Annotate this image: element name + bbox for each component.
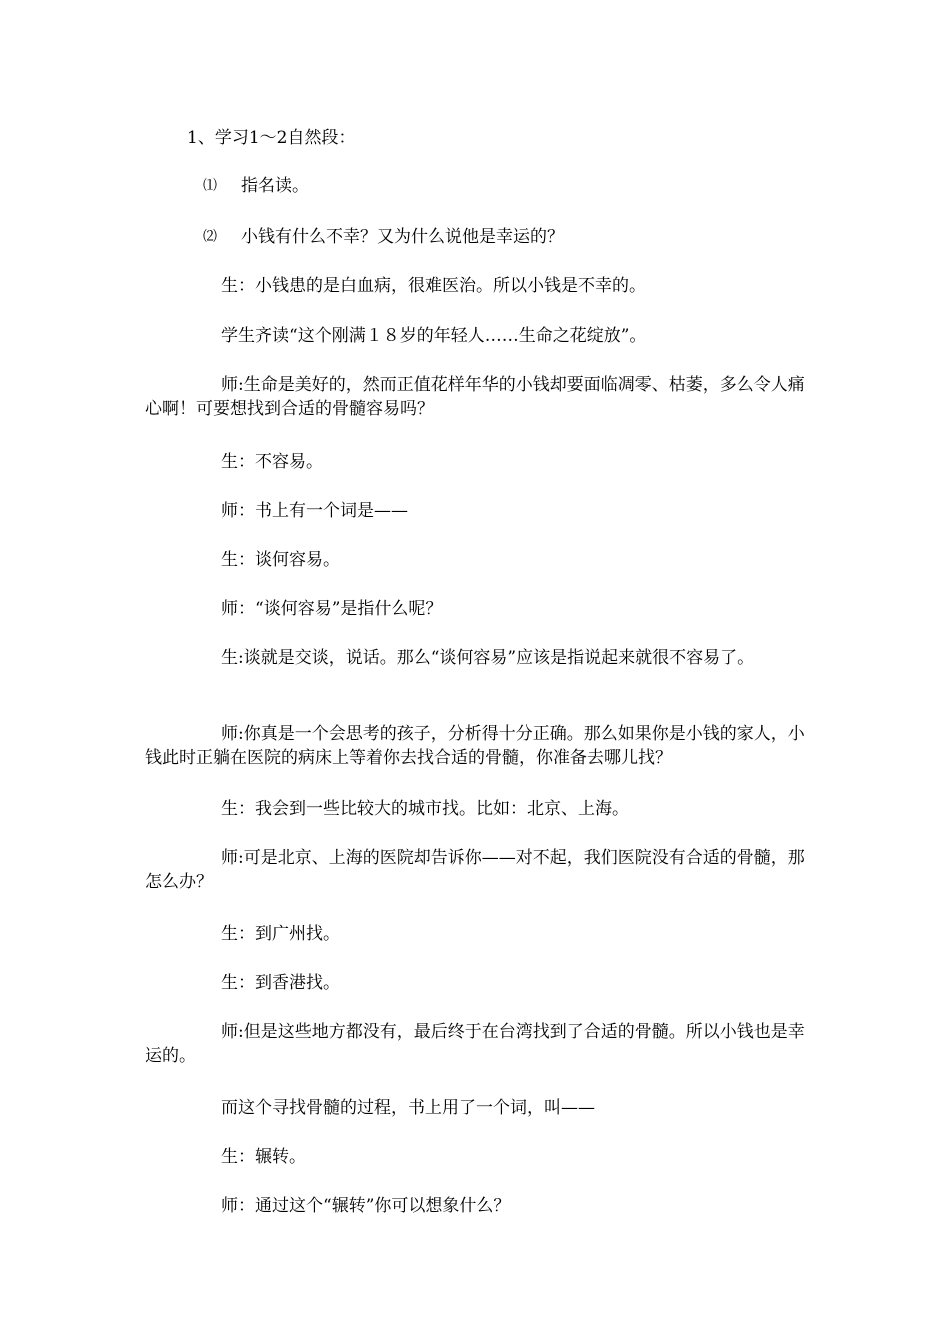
paragraph: 生：到香港找。 xyxy=(221,973,340,993)
section-heading: 1、学习1～2自然段： xyxy=(187,128,356,148)
paragraph: 师:生命是美好的，然而正值花样年华的小钱却要面临凋零、枯萎，多么令人痛心啊！可要想找到合适的骨髓容易吗？ xyxy=(145,375,805,419)
sub-item-text: 小钱有什么不幸？又为什么说他是幸运的？ xyxy=(241,227,564,247)
paragraph: 师：“谈何容易”是指什么呢？ xyxy=(221,599,443,619)
paragraph: 师:你真是一个会思考的孩子，分析得十分正确。那么如果你是小钱的家人，小钱此时正躺在医院的病床上等着你去找合适的骨髓，你准备去哪儿找？ xyxy=(145,724,805,768)
paragraph: 生：到广州找。 xyxy=(221,924,340,944)
paragraph: 而这个寻找骨髓的过程，书上用了一个词，叫—— xyxy=(221,1098,595,1118)
paragraph: 生：不容易。 xyxy=(221,452,323,472)
sub-item-number: ⑴ xyxy=(203,178,217,194)
sub-item-number: ⑵ xyxy=(203,229,217,245)
paragraph: 学生齐读“这个刚满１８岁的年轻人……生命之花绽放”。 xyxy=(221,326,647,346)
paragraph: 生：我会到一些比较大的城市找。比如：北京、上海。 xyxy=(221,799,629,819)
paragraph: 师:但是这些地方都没有，最后终于在台湾找到了合适的骨髓。所以小钱也是幸运的。 xyxy=(145,1022,805,1066)
paragraph: 师:可是北京、上海的医院却告诉你——对不起，我们医院没有合适的骨髓，那怎么办？ xyxy=(145,848,805,892)
paragraph: 生:谈就是交谈，说话。那么“谈何容易”应该是指说起来就很不容易了。 xyxy=(221,648,755,668)
paragraph: 生：小钱患的是白血病，很难医治。所以小钱是不幸的。 xyxy=(221,276,646,296)
paragraph: 生：辗转。 xyxy=(221,1147,306,1167)
paragraph: 师：通过这个“辗转”你可以想象什么？ xyxy=(221,1196,511,1216)
paragraph: 师：书上有一个词是—— xyxy=(221,501,408,521)
paragraph: 生：谈何容易。 xyxy=(221,550,340,570)
sub-item-text: 指名读。 xyxy=(241,176,309,196)
